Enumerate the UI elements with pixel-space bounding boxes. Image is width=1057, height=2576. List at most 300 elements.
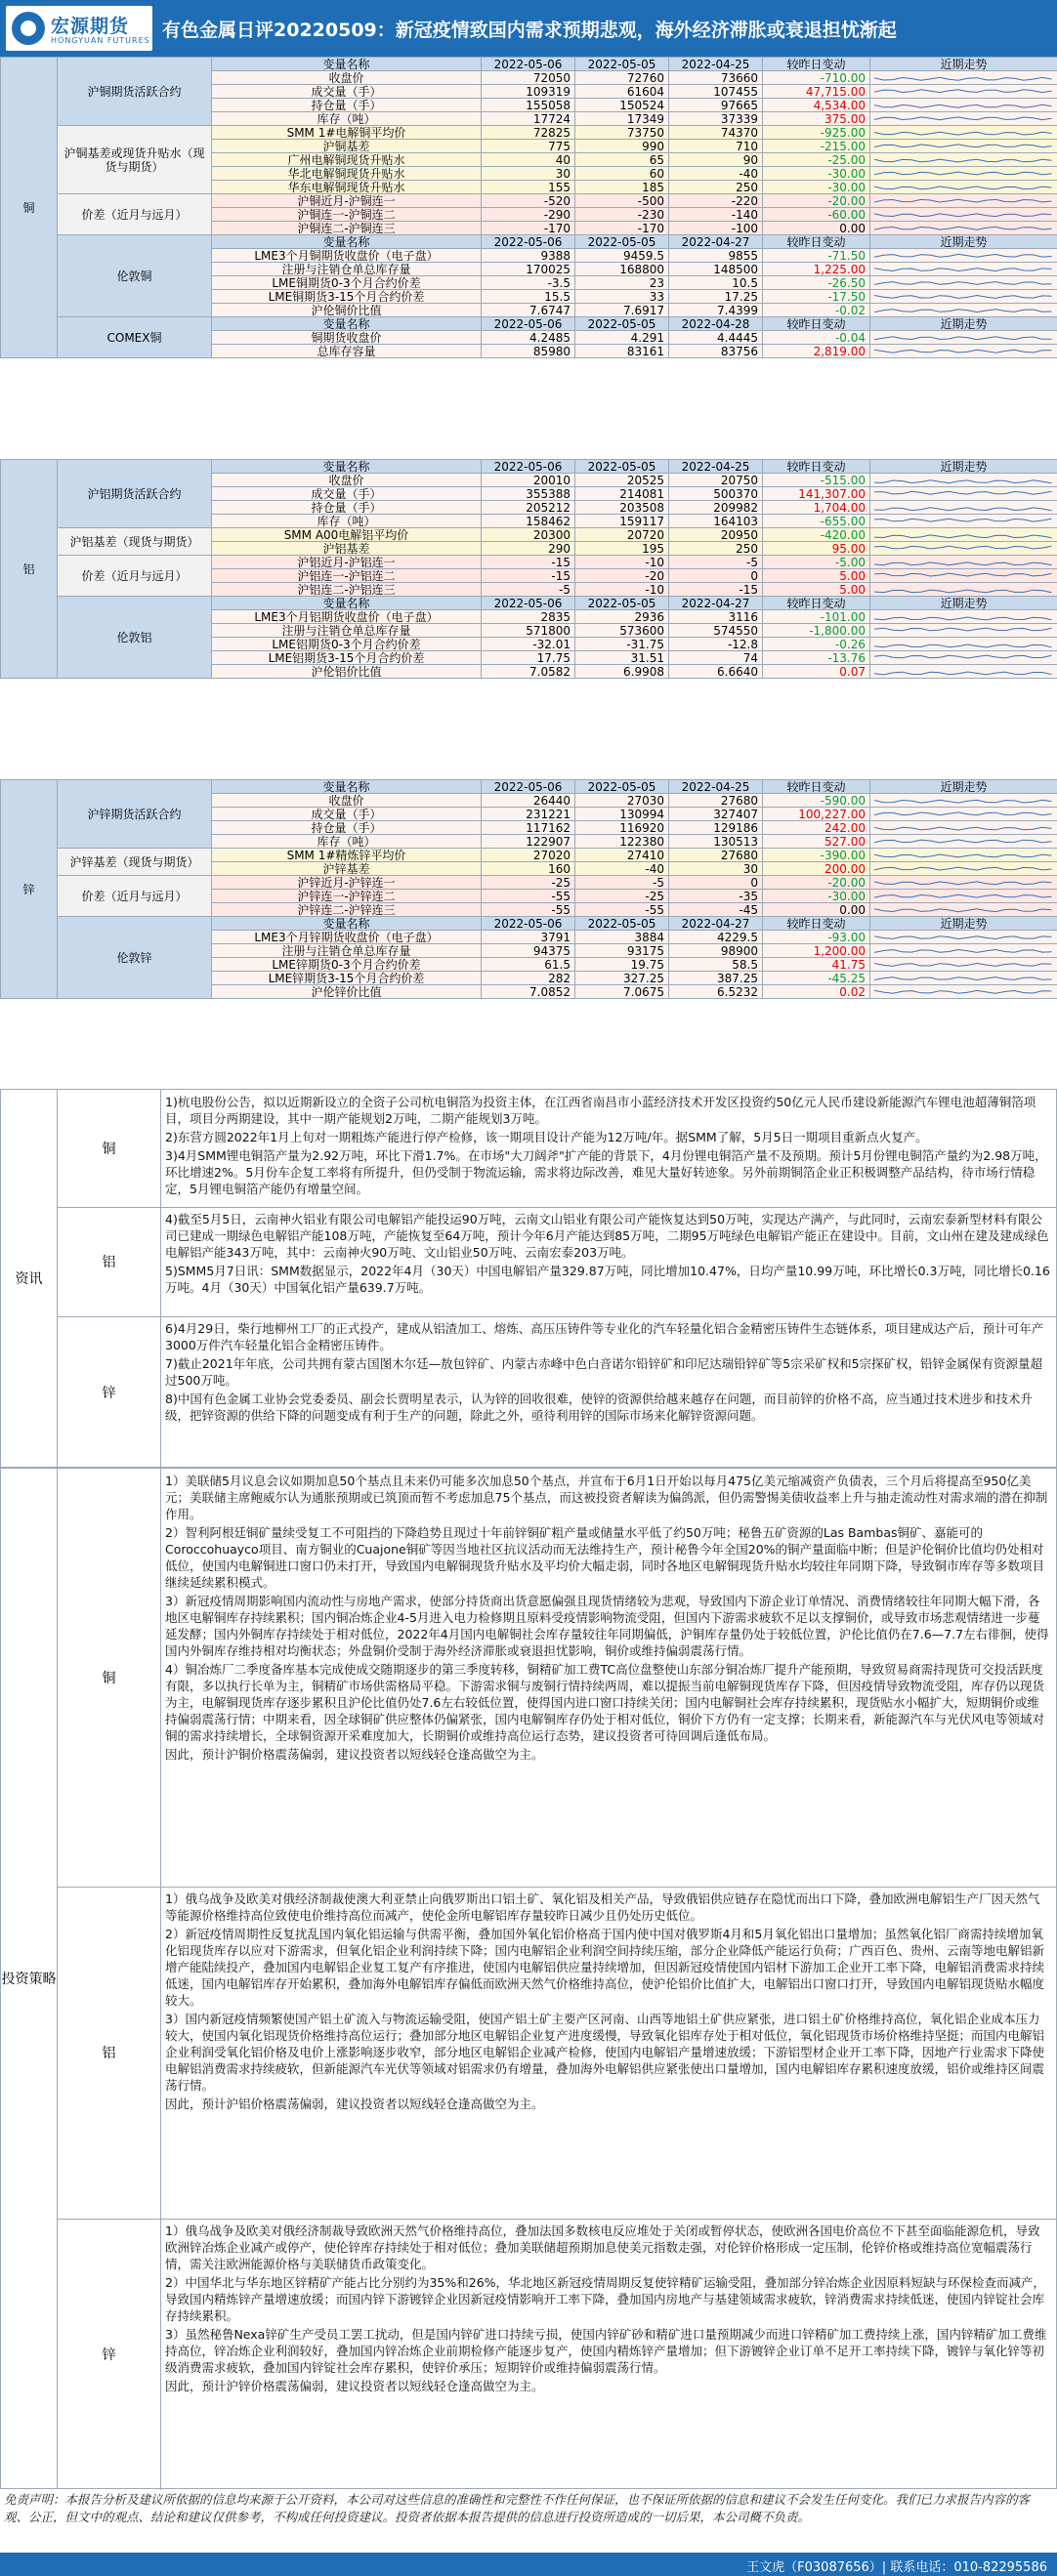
variable-name: 沪铜近月-沪铜连一 [212,194,482,208]
trend-cell [870,515,1057,528]
value-cell: 2835 [482,610,575,624]
value-cell: 40 [482,153,575,167]
value-cell: 9459.5 [575,249,669,263]
variable-name: 注册与注销仓单总库存量 [212,944,482,958]
column-header: 较昨日变动 [763,917,870,931]
value-cell: 195 [575,542,669,556]
column-header: 2022-05-05 [575,235,669,249]
value-cell: 17.25 [669,290,763,304]
trend-cell [870,890,1057,903]
value-cell: 0 [669,569,763,583]
value-cell: 98900 [669,944,763,958]
trend-sparkline [874,250,1053,262]
value-cell: 7.4399 [669,304,763,317]
trend-sparkline [874,973,1053,984]
variable-name: LME3个月铜期货收盘价（电子盘） [212,249,482,263]
value-cell: -3.5 [482,276,575,290]
change-cell: -655.00 [763,515,870,528]
value-cell: 231221 [482,808,575,821]
value-cell: -15 [669,583,763,597]
trend-sparkline [874,932,1053,943]
value-cell: 160 [482,862,575,876]
value-cell: 19.75 [575,958,669,972]
value-cell: 72825 [482,126,575,140]
trend-cell [870,276,1057,290]
value-cell: 203508 [575,501,669,515]
trend-cell [870,808,1057,821]
change-cell: 527.00 [763,835,870,849]
value-cell: 209982 [669,501,763,515]
value-cell: 94375 [482,944,575,958]
variable-name: 沪锌连一-沪锌连二 [212,890,482,903]
variable-name: 沪铝连一-沪铝连二 [212,569,482,583]
trend-sparkline [874,141,1053,152]
trend-sparkline [874,795,1053,807]
value-cell: 74 [669,651,763,665]
value-cell: 7.0582 [482,665,575,679]
trend-sparkline [874,557,1053,568]
variable-name: SMM 1#电解铜平均价 [212,126,482,140]
value-cell: 74370 [669,126,763,140]
value-cell: 3884 [575,931,669,944]
news-aluminum-label: 铝 [58,1207,161,1316]
paragraph: 3)4月SMM锂电铜箔产量为2.92万吨，环比下滑1.7%。在市场"大刀阔斧"扩产能的背景下，4月份锂电铜箔产量不及预期。预计5月份锂电铜箔产量约为2.98万吨，环比增速2%。5月份车企复工率将有所提升，但仍受制于物流运输，需求将边际改善，难见大量好转迹象。另外前期铜箔企业正积极调整产品结构，待市场行情稳定，5月锂电铜箔产能仍有增量空间。 [165,1148,1047,1196]
variable-name: 收盘价 [212,794,482,808]
trend-sparkline [874,346,1053,357]
variable-name: 广州电解铜现货升贴水 [212,153,482,167]
variable-name: 沪伦铝价比值 [212,665,482,679]
change-cell: 41.75 [763,958,870,972]
trend-cell [870,985,1057,999]
trend-cell [870,304,1057,317]
value-cell: 250 [669,181,763,194]
value-cell: 6.9908 [575,665,669,679]
column-header: 2022-05-06 [482,317,575,331]
column-header: 2022-05-06 [482,460,575,474]
paragraph: 7)截止2021年年底，公司共拥有蒙古国图木尔廷—敖包锌矿、内蒙古赤峰中色白音诺尔铅锌矿和印尼达瑞铅锌矿等5宗采矿权和5宗探矿权，铅锌金属保有资源量超过500万吨。 [165,1356,1043,1388]
paragraph: 2）新冠疫情周期性反复扰乱国内氧化铝运输与供需平衡，叠加国外氧化铝价格高于国内使中国对俄罗斯4月和5月氧化铝出口量增加；虽然氧化铝厂商需持续增加氧化铝现货库存以应对下游需求，但氧化铝企业利润持续下降；国内电解铝企业利润空间持续压缩，部分企业降低产能运行负荷；广西百色、贵州、云南等地电解铝新增产能陆续投产，叠加国内电解铝企业复工复产有序推进，使国内电解铝供应量持续增加，但因新冠疫情使国内铝材下游加工企业开工率下降，电解铝消费需求持续低迷，国内电解铝库存开始累积，叠加海外电解铝库存偏低而欧洲天然气价格维持高位，使沪伦铝价比值扩大，电解铝出口窗口打开，导致国内电解铝现货贴水幅度较大。 [165,1927,1045,2008]
trend-cell [870,569,1057,583]
value-cell: 327407 [669,808,763,821]
change-cell: -5.00 [763,556,870,569]
strategy-aluminum-text [165,1890,1050,2114]
value-cell: 573600 [575,624,669,638]
value-cell: -170 [575,222,669,235]
group-label: 沪铜期货活跃合约 [58,58,212,126]
value-cell: -230 [575,208,669,222]
variable-name: 华北电解铜现货升贴水 [212,167,482,181]
trend-sparkline [874,822,1053,834]
value-cell: 116920 [575,821,669,835]
value-cell: 10.5 [669,276,763,290]
value-cell: 33 [575,290,669,304]
variable-name: SMM A00电解铝平均价 [212,528,482,542]
table-header-row [1,917,1057,931]
paragraph: 3）虽然秘鲁Nexa锌矿生产受员工罢工扰动，但是国内锌矿进口持续亏损，使国内锌矿砂和精矿进口量预期减少而进口锌精矿加工费持续上涨，国内锌精矿加工费维持高位，锌冶炼企业利润较好，叠加国内锌冶炼企业前期检修产能逐步复产，使国内精炼锌产量增加；但下游镀锌企业订单不足开工率持续下降，镀锌与氧化锌等初级消费需求疲软，叠加国内锌锭社会库存累积，使锌价承压；短期锌价或维持偏弱震荡行情。 [165,2327,1047,2375]
value-cell: -520 [482,194,575,208]
value-cell: 185 [575,181,669,194]
trend-sparkline [874,809,1053,820]
value-cell: 27410 [575,849,669,862]
value-cell: 775 [482,140,575,153]
table-header-row [1,58,1057,71]
change-cell: -93.00 [763,931,870,944]
trend-cell [870,474,1057,487]
trend-sparkline [874,625,1053,637]
value-cell: -55 [482,890,575,903]
paragraph: 4)截至5月5日，云南神火铝业有限公司电解铝产能投运90万吨，云南文山铝业有限公司产能恢复达到50万吨，实现达产满产，与此同时，云南宏泰新型材料有限公司已建成一期绿色电解铝产能108万吨，产能恢复至64万吨，预计今年6月产能达到85万吨，二期95万吨绿色电解铝产能正在建设中。目前，文山州在建及建成绿色电解铝产能343万吨，其中：云南神火90万吨、文山铝业50万吨、云南宏泰203万吨。 [165,1212,1049,1260]
group-label: 价差（近月与远月） [58,556,212,597]
news-zinc-label: 锌 [58,1316,161,1469]
table-header-row [1,317,1057,331]
trend-cell [870,528,1057,542]
table-row [1,528,1057,542]
value-cell: 20750 [669,474,763,487]
column-header: 2022-05-05 [575,460,669,474]
variable-name: 库存（吨） [212,835,482,849]
trend-cell [870,208,1057,222]
trend-cell [870,972,1057,985]
trend-cell [870,290,1057,304]
value-cell: -170 [482,222,575,235]
change-cell: -590.00 [763,794,870,808]
column-header: 2022-05-06 [482,780,575,794]
value-cell: 73750 [575,126,669,140]
value-cell: 27680 [669,794,763,808]
value-cell: -10 [575,583,669,597]
column-header: 变量名称 [212,58,482,71]
variable-name: 沪伦锌价比值 [212,985,482,999]
variable-name: SMM 1#精炼锌平均价 [212,849,482,862]
trend-cell [870,876,1057,890]
value-cell: -12.8 [669,638,763,651]
change-cell: 4,534.00 [763,99,870,112]
trend-cell [870,624,1057,638]
table-row [1,876,1057,890]
trend-sparkline [874,959,1053,971]
trend-cell [870,345,1057,358]
trend-sparkline [874,652,1053,664]
news-section [0,1089,1057,1468]
paragraph: 3）国内新冠疫情频繁使国产铝土矿流入与物流运输受阻，使国产铝土矿主要产区河南、山西等地铝土矿供应紧张，进口铝土矿价格维持高位，氧化铝企业成本压力较大，使国内氧化铝现货价格维持高位运行；叠加部分地区电解铝企业复产进度缓慢，导致氧化铝库存处于相对低位，氧化铝现货市场价格维持坚挺；而国内电解铝企业利润受氧化铝价格及电价上涨影响逐步收窄，部分地区电解铝企业减产检修，使国内电解铝产量增速放缓；下游铝型材企业开工率下降，因地产行业需求下降使电解铝消费需求持续疲软，但新能源汽车光伏等领域对铝需求仍有增量，叠加海外电解铝供应紧张使出口量增加，国内电解铝库存累积速度放缓，铝价或维持区间震荡行情。 [165,2012,1045,2093]
trend-cell [870,126,1057,140]
change-cell: -390.00 [763,849,870,862]
column-header: 2022-04-27 [669,917,763,931]
column-header: 2022-05-06 [482,235,575,249]
trend-sparkline [874,611,1053,623]
value-cell: 327.25 [575,972,669,985]
paragraph: 2）中国华北与华东地区锌精矿产能占比分别约为35%和26%，华北地区新冠疫情周期反复使锌精矿运输受阻，叠加部分锌冶炼企业因原料短缺与环保检查而减产，导致国内精炼锌产量增速放缓；而国内锌下游镀锌企业因新冠疫情影响开工率下降，叠加国内房地产与基建领域需求疲软，锌消费需求持续低迷，使国内锌锭社会库存持续累积。 [165,2275,1046,2323]
value-cell: 83756 [669,345,763,358]
column-header: 近期走势 [870,317,1057,331]
value-cell: 250 [669,542,763,556]
trend-cell [870,638,1057,651]
variable-name: 注册与注销仓单总库存量 [212,624,482,638]
column-header: 2022-05-06 [482,58,575,71]
paragraph: 1)杭电股份公告，拟以近期新设立的全资子公司杭电铜箔为投资主体，在江西省南昌市小蓝经济技术开发区投资约50亿元人民币建设新能源汽车锂电池超薄铜箔项目，项目分两期建设，其中一期产能规划2万吨，二期产能规划3万吨。 [165,1095,1036,1126]
value-cell: -5 [669,556,763,569]
copper-table-block [0,57,1057,358]
value-cell: -15 [482,556,575,569]
change-cell: -0.02 [763,304,870,317]
value-cell: -20 [575,569,669,583]
trend-sparkline [874,850,1053,861]
value-cell: 150524 [575,99,669,112]
change-cell: -0.04 [763,331,870,345]
trend-cell [870,331,1057,345]
company-logo [6,6,152,51]
trend-cell [870,99,1057,112]
trend-cell [870,181,1057,194]
value-cell: 500370 [669,487,763,501]
variable-name: 沪锌连二-沪锌连三 [212,903,482,917]
value-cell: 4.291 [575,331,669,345]
column-header: 2022-05-05 [575,917,669,931]
trend-cell [870,556,1057,569]
value-cell: 155 [482,181,575,194]
value-cell: 4.2485 [482,331,575,345]
group-label: 伦敦锌 [58,917,212,999]
trend-cell [870,222,1057,235]
column-header: 变量名称 [212,597,482,610]
column-header: 2022-05-06 [482,597,575,610]
table-header-row [1,780,1057,794]
trend-sparkline [874,543,1053,555]
value-cell: -32.01 [482,638,575,651]
value-cell: 282 [482,972,575,985]
trend-sparkline [874,113,1053,125]
value-cell: 72050 [482,71,575,85]
variable-name: 沪铝连二-沪铝连三 [212,583,482,597]
trend-cell [870,487,1057,501]
trend-sparkline [874,209,1053,221]
value-cell: -55 [482,903,575,917]
value-cell: 7.6747 [482,304,575,317]
value-cell: -500 [575,194,669,208]
column-header: 较昨日变动 [763,597,870,610]
variable-name: 收盘价 [212,71,482,85]
disclaimer: 免责声明：本报告分析及建议所依据的信息均来源于公开资料，本公司对这些信息的准确性和完整性不作任何保证，也不保证所依据的信息和建议不会发生任何变化。我们已力求报告内容的客观、公正，但文中的观点、结论和建议仅供参考，不构成任何投资建议。投资者依据本报告提供的信息进行投资所造成的一切后果，本公司概不负责。 [4,2492,1031,2524]
variable-name: LME铜期货3-15个月合约价差 [212,290,482,304]
logo-mark-icon [12,12,45,45]
value-cell: 0 [669,876,763,890]
trend-cell [870,903,1057,917]
value-cell: 7.0852 [482,985,575,999]
value-cell: -35 [669,890,763,903]
trend-cell [870,167,1057,181]
trend-sparkline [874,945,1053,957]
value-cell: 30 [669,862,763,876]
trend-cell [870,249,1057,263]
change-cell: -420.00 [763,528,870,542]
change-cell: -45.25 [763,972,870,985]
table-header-row [1,597,1057,610]
change-cell: -17.50 [763,290,870,304]
value-cell: 37339 [669,112,763,126]
value-cell: 122907 [482,835,575,849]
news-copper-label: 铜 [58,1090,161,1207]
trend-sparkline [874,570,1053,582]
variable-name: 持仓量（手） [212,99,482,112]
change-cell: -71.50 [763,249,870,263]
column-header: 2022-05-05 [575,317,669,331]
trend-sparkline [874,291,1053,303]
value-cell: 571800 [482,624,575,638]
column-header: 2022-05-05 [575,780,669,794]
group-label: 伦敦铝 [58,597,212,679]
value-cell: 387.25 [669,972,763,985]
value-cell: 15.5 [482,290,575,304]
change-cell: 0.00 [763,903,870,917]
value-cell: 574550 [669,624,763,638]
value-cell: 20525 [575,474,669,487]
value-cell: 65 [575,153,669,167]
table-row [1,194,1057,208]
value-cell: 3116 [669,610,763,624]
table-row [1,126,1057,140]
value-cell: 4229.5 [669,931,763,944]
value-cell: 58.5 [669,958,763,972]
variable-name: 成交量（手） [212,85,482,99]
trend-sparkline [874,891,1053,902]
variable-name: LME锌期货3-15个月合约价差 [212,972,482,985]
change-cell: -20.00 [763,194,870,208]
value-cell: 61.5 [482,958,575,972]
value-cell: 17724 [482,112,575,126]
value-cell: 6.6640 [669,665,763,679]
value-cell: 122380 [575,835,669,849]
trend-sparkline [874,639,1053,650]
value-cell: 168800 [575,263,669,276]
variable-name: LME3个月锌期货收盘价（电子盘） [212,931,482,944]
column-header: 变量名称 [212,917,482,931]
news-copper-text [165,1094,1050,1199]
trend-sparkline [874,488,1053,500]
trend-cell [870,542,1057,556]
column-header: 变量名称 [212,317,482,331]
value-cell: 130513 [669,835,763,849]
change-cell: 1,225.00 [763,263,870,276]
strategy-zinc-text [165,2223,1050,2396]
value-cell: 73660 [669,71,763,85]
trend-sparkline [874,502,1053,514]
column-header: 2022-04-28 [669,317,763,331]
variable-name: 总库存容量 [212,345,482,358]
value-cell: 170025 [482,263,575,276]
value-cell: 17.75 [482,651,575,665]
trend-cell [870,71,1057,85]
table-row [1,849,1057,862]
trend-sparkline [874,877,1053,889]
value-cell: 107455 [669,85,763,99]
trend-cell [870,958,1057,972]
value-cell: 20950 [669,528,763,542]
paragraph: 因此，预计沪铝价格震荡偏弱，建议投资者以短线轻仓逢高做空为主。 [165,2097,544,2111]
trend-cell [870,665,1057,679]
value-cell: 710 [669,140,763,153]
change-cell: 1,200.00 [763,944,870,958]
trend-cell [870,140,1057,153]
trend-cell [870,583,1057,597]
trend-sparkline [874,529,1053,541]
trend-sparkline [874,475,1053,486]
value-cell: 9855 [669,249,763,263]
strategy-aluminum-label: 铝 [58,1887,161,2219]
value-cell: 164103 [669,515,763,528]
table-header-row [1,460,1057,474]
trend-sparkline [874,154,1053,166]
trend-sparkline [874,127,1053,139]
change-cell: 5.00 [763,583,870,597]
variable-name: 库存（吨） [212,515,482,528]
value-cell: 27030 [575,794,669,808]
variable-name: 沪铜基差 [212,140,482,153]
group-label: 沪铜基差或现货升贴水（现货与期货） [58,126,212,194]
trend-sparkline [874,584,1053,596]
metal-label: 锌 [1,780,58,999]
value-cell: 20720 [575,528,669,542]
column-header: 较昨日变动 [763,58,870,71]
change-cell: -60.00 [763,208,870,222]
value-cell: 3791 [482,931,575,944]
trend-sparkline [874,277,1053,289]
column-header: 近期走势 [870,917,1057,931]
column-header: 较昨日变动 [763,235,870,249]
variable-name: 持仓量（手） [212,821,482,835]
logo-english-name: HONGYUAN FUTURES [51,36,150,45]
trend-cell [870,85,1057,99]
value-cell: 20010 [482,474,575,487]
value-cell: 355388 [482,487,575,501]
trend-sparkline [874,100,1053,111]
value-cell: 23 [575,276,669,290]
column-header: 2022-05-06 [482,917,575,931]
strategy-zinc-label: 锌 [58,2219,161,2490]
trend-cell [870,821,1057,835]
column-header: 近期走势 [870,780,1057,794]
change-cell: 5.00 [763,569,870,583]
value-cell: -100 [669,222,763,235]
strategy-section [0,1468,1057,2489]
change-cell: -925.00 [763,126,870,140]
variable-name: 沪锌基差 [212,862,482,876]
variable-name: 持仓量（手） [212,501,482,515]
paragraph: 1）俄乌战争及欧美对俄经济制裁使澳大利亚禁止向俄罗斯出口铝土矿、氧化铝及相关产品，导致俄铝供应链存在隐忧而出口下降，叠加欧洲电解铝生产厂因天然气等能源价格维持高位致使电价维持高位而减产，使伦金所电解铝库存量较昨日减少且仍处历史低位。 [165,1891,1040,1923]
metal-label: 铜 [1,58,58,358]
report-header [0,0,1057,57]
group-label: COMEX铜 [58,317,212,358]
trend-cell [870,112,1057,126]
value-cell: 148500 [669,263,763,276]
value-cell: 26440 [482,794,575,808]
change-cell: -0.26 [763,638,870,651]
value-cell: -40 [575,862,669,876]
trend-sparkline [874,182,1053,193]
variable-name: 沪伦铜价比值 [212,304,482,317]
trend-cell [870,931,1057,944]
paragraph: 2）智利阿根廷铜矿量续受复工不可阻挡的下降趋势且现过十年前锌铜矿粗产量或储量水平低了约50万吨；秘鲁五矿资源的Las Bambas铜矿、嘉能可的Coroccohuayco项目、南方铜业的Cuajone铜矿等因当地社区抗议活动而无法维持生产，预计秘鲁今年全国20%的铜产量面临中断；但是沪伦铜价比值均仍处相对低位，使国内电解铜进口窗口仍未打开，导致国内电解铜现货升贴水及平均价大幅走弱，同时各地区电解铜现货升贴水均较往年同期下降，导致铜市库存等多数项目继续延续累积模式。 [165,1525,1045,1590]
trend-cell [870,501,1057,515]
column-header: 2022-04-27 [669,597,763,610]
logo-chinese-name: 宏源期货 [51,16,130,37]
trend-sparkline [874,264,1053,275]
table-row [1,556,1057,569]
paragraph: 8)中国有色金属工业协会党委委员、副会长贾明星表示，认为锌的回收很难，使锌的资源供给越来越存在问题，而目前锌的价格不高，应当通过技术进步和技术升级，把锌资源的供给下降的问题变成有利于生产的问题，除此之外，亟待利用锌的国际市场来化解锌资源问题。 [165,1392,1033,1423]
change-cell: -101.00 [763,610,870,624]
value-cell: 27680 [669,849,763,862]
value-cell: 31.51 [575,651,669,665]
change-cell: -215.00 [763,140,870,153]
